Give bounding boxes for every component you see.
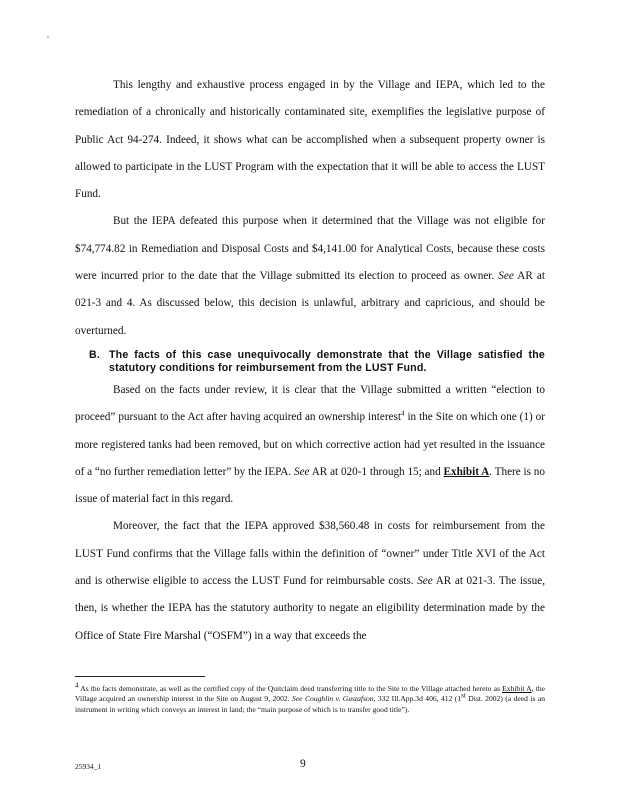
- footnote-exhibit-reference: Exhibit A: [502, 684, 532, 693]
- footnote-text-c: , 332 Ill.App.3d 406, 412 (1: [373, 694, 462, 704]
- see-signal: See: [417, 575, 433, 588]
- see-signal: See: [294, 465, 310, 478]
- section-heading-label: B.: [89, 348, 100, 361]
- footnote-divider: [75, 676, 205, 677]
- paragraph-4-text-b: AR at 021-3. The issue, then, is whether the IEPA has the statutory authority to negate an eligibility determination made by the Office of State Fire Marshal (“OSFM”) in a way that exceeds the: [75, 575, 545, 642]
- paragraph-4-text-a: Moreover, the fact that the IEPA approved $38,560.48 in costs for reimbursement from the LUST Fund confirms that the Village falls within the definition of “owner” under Title XVI of the Act and is otherwise eligible to access the LUST Fund for reimbursable costs.: [75, 520, 545, 588]
- section-heading-b: [75, 349, 545, 375]
- paragraph-3-text-c: AR at 020-1 through 15; and: [311, 465, 441, 478]
- footnote-text-d: Dist. 2002) (a deed is an instrument in writing which conveys an interest in land; the “main purpose of which is to transfer good title”).: [75, 694, 546, 714]
- footnote-text-a: As the facts demonstrate, as well as the certified copy of the Quitclaim deed transferring title to the Site to the Village attached hereto as: [80, 684, 500, 693]
- paragraph-2-rest: AR at 021-3 and 4. As discussed below, this decision is unlawful, arbitrary and capricious, and should be overturned.: [75, 270, 545, 337]
- paragraph-2-text: But the IEPA defeated this purpose when it determined that the Village was not eligible for $74,774.82 in Remediation and Disposal Costs and $4,141.00 for Analytical Costs, because these costs were incurred prior to the date that the Village submitted its election to proceed as owner.: [75, 215, 545, 283]
- footnote-text-b: , the Village acquired an ownership interest in the Site on August 9, 2002.: [75, 684, 545, 704]
- footnote-number: 4: [75, 681, 79, 690]
- document-id: 25934_1: [75, 762, 102, 771]
- paragraph-1-text: This lengthy and exhaustive process engaged in by the Village and IEPA, which led to the remediation of a chronically and historically contaminated site, exemplifies the legislative purpose of Public Act 94-274. Indeed, it shows what can be accomplished when a subsequent property owner is allowed to participate in the LUST Program with the expectation that it will be able to access the LUST Fund.: [75, 79, 545, 201]
- paragraph-3-text-b: in the Site on which one (1) or more registered tanks had been removed, but on which corrective action had yet resulted in the issuance of a “no further remediation letter” by the IEPA.: [75, 411, 545, 478]
- footnote-ordinal: st: [461, 691, 466, 700]
- footnote-4: [75, 681, 546, 715]
- footnote-case-citation: See Coughlin v. Gustafson: [292, 694, 374, 704]
- paragraph-1: [75, 72, 545, 208]
- paragraph-3-text-d: . There is no issue of material fact in this regard.: [75, 465, 545, 506]
- corner-mark: ,: [47, 30, 49, 39]
- body-text: [75, 72, 545, 650]
- paragraph-3: [75, 377, 545, 513]
- section-heading-text: The facts of this case unequivocally demonstrate that the Village satisfied the statutory conditions for reimbursement from the LUST Fund.: [109, 348, 545, 374]
- paragraph-2: [75, 208, 545, 344]
- paragraph-3-text-a: Based on the facts under review, it is clear that the Village submitted a written “election to proceed” pursuant to the Act after having acquired an ownership interest: [75, 383, 545, 424]
- footnote-ref: 4: [400, 409, 405, 418]
- page-number: 9: [300, 758, 306, 770]
- see-signal: See: [498, 270, 514, 283]
- paragraph-4: [75, 513, 545, 649]
- exhibit-a-reference: Exhibit A: [443, 465, 490, 478]
